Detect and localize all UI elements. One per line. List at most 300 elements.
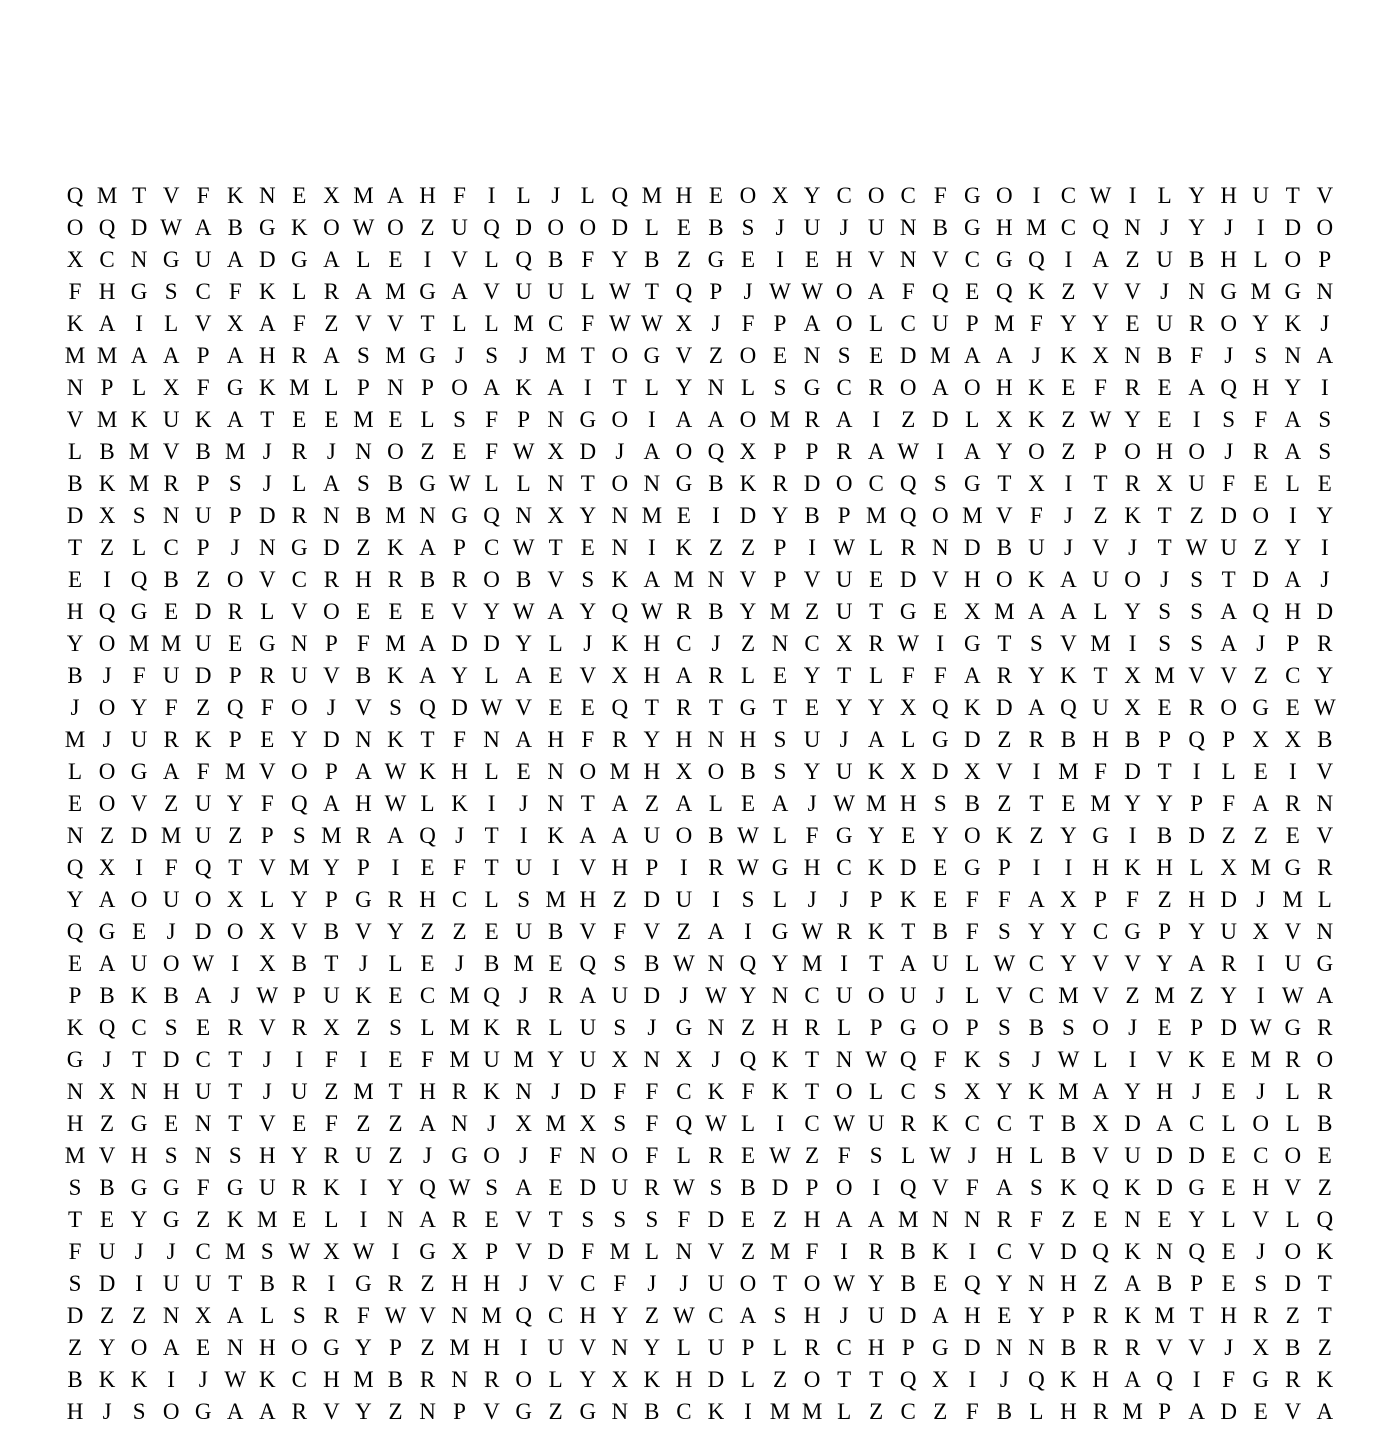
grid-letter[interactable]: Q xyxy=(1092,1239,1109,1264)
grid-letter[interactable]: D xyxy=(964,727,981,752)
grid-letter[interactable]: K xyxy=(258,279,276,304)
grid-letter[interactable]: A xyxy=(867,439,885,464)
grid-letter[interactable]: Z xyxy=(1285,1303,1300,1328)
grid-letter[interactable]: W xyxy=(1313,695,1336,720)
grid-letter[interactable]: O xyxy=(130,887,148,912)
grid-letter[interactable]: R xyxy=(836,439,852,464)
grid-letter[interactable]: U xyxy=(130,951,148,976)
grid-letter[interactable]: T xyxy=(869,951,884,976)
grid-letter[interactable]: M xyxy=(1058,983,1079,1008)
grid-letter[interactable]: S xyxy=(773,375,787,400)
grid-letter[interactable]: Q xyxy=(130,567,148,592)
grid-letter[interactable]: I xyxy=(1064,471,1073,496)
grid-letter[interactable]: Z xyxy=(196,1207,211,1232)
grid-letter[interactable]: J xyxy=(711,631,721,656)
grid-letter[interactable]: T xyxy=(869,599,884,624)
grid-letter[interactable]: N xyxy=(162,1303,180,1328)
grid-letter[interactable]: T xyxy=(228,855,243,880)
grid-letter[interactable]: H xyxy=(867,1335,885,1360)
grid-letter[interactable]: V xyxy=(162,183,180,208)
grid-letter[interactable]: U xyxy=(611,983,629,1008)
grid-letter[interactable]: M xyxy=(1122,1399,1143,1424)
grid-letter[interactable]: V xyxy=(579,855,597,880)
grid-letter[interactable]: O xyxy=(194,887,212,912)
grid-letter[interactable]: Q xyxy=(611,183,629,208)
grid-letter[interactable]: G xyxy=(707,247,725,272)
grid-letter[interactable]: K xyxy=(291,215,308,240)
grid-letter[interactable]: H xyxy=(66,1399,84,1424)
grid-letter[interactable]: A xyxy=(899,951,917,976)
grid-letter[interactable]: G xyxy=(419,343,436,368)
grid-letter[interactable]: T xyxy=(132,1047,147,1072)
grid-letter[interactable]: A xyxy=(355,279,372,304)
grid-letter[interactable]: G xyxy=(162,247,180,272)
grid-letter[interactable]: Z xyxy=(1253,823,1268,848)
grid-letter[interactable]: N xyxy=(194,1111,212,1136)
grid-letter[interactable]: O xyxy=(1252,1111,1270,1136)
grid-letter[interactable]: Z xyxy=(420,1335,435,1360)
grid-letter[interactable]: Y xyxy=(1028,919,1045,944)
grid-letter[interactable]: V xyxy=(931,1175,949,1200)
grid-letter[interactable]: T xyxy=(1093,663,1108,688)
grid-letter[interactable]: A xyxy=(162,759,180,784)
grid-letter[interactable]: K xyxy=(1124,1303,1141,1328)
grid-letter[interactable]: B xyxy=(996,535,1013,560)
grid-letter[interactable]: Z xyxy=(196,567,211,592)
grid-letter[interactable]: A xyxy=(323,791,340,816)
grid-letter[interactable]: S xyxy=(581,1207,595,1232)
grid-letter[interactable]: V xyxy=(66,407,84,432)
grid-letter[interactable]: J xyxy=(487,1111,497,1136)
grid-letter[interactable]: L xyxy=(644,215,659,240)
grid-letter[interactable]: A xyxy=(515,1175,532,1200)
grid-letter[interactable]: M xyxy=(1058,1079,1079,1104)
grid-letter[interactable]: Q xyxy=(611,695,629,720)
grid-letter[interactable]: L xyxy=(869,535,884,560)
grid-letter[interactable]: Z xyxy=(1029,823,1044,848)
grid-letter[interactable]: Y xyxy=(1188,919,1205,944)
grid-letter[interactable]: M xyxy=(160,823,182,848)
grid-letter[interactable]: F xyxy=(677,1207,691,1232)
grid-letter[interactable]: U xyxy=(867,1303,885,1328)
grid-letter[interactable]: S xyxy=(741,887,755,912)
grid-letter[interactable]: Y xyxy=(611,1303,629,1328)
grid-letter[interactable]: R xyxy=(1253,1303,1269,1328)
grid-letter[interactable]: Y xyxy=(451,663,468,688)
grid-letter[interactable]: B xyxy=(259,1271,275,1296)
grid-letter[interactable]: A xyxy=(1028,599,1045,624)
grid-letter[interactable]: X xyxy=(547,439,565,464)
grid-letter[interactable]: D xyxy=(1220,503,1237,528)
grid-letter[interactable]: I xyxy=(936,631,945,656)
grid-letter[interactable]: L xyxy=(484,247,499,272)
grid-letter[interactable]: Q xyxy=(707,439,725,464)
grid-letter[interactable]: J xyxy=(455,823,465,848)
grid-letter[interactable]: X xyxy=(1028,471,1045,496)
grid-letter[interactable]: F xyxy=(260,791,274,816)
grid-letter[interactable]: A xyxy=(1284,567,1302,592)
grid-letter[interactable]: H xyxy=(643,631,661,656)
grid-letter[interactable]: A xyxy=(547,599,565,624)
grid-letter[interactable]: C xyxy=(1028,951,1045,976)
grid-letter[interactable]: X xyxy=(515,1111,532,1136)
grid-letter[interactable]: K xyxy=(1316,1239,1334,1264)
grid-letter[interactable]: U xyxy=(515,919,532,944)
grid-letter[interactable]: O xyxy=(323,599,340,624)
grid-letter[interactable]: E xyxy=(1221,1271,1236,1296)
grid-letter[interactable]: L xyxy=(773,823,788,848)
grid-letter[interactable]: A xyxy=(98,311,116,336)
grid-letter[interactable]: T xyxy=(1317,1303,1332,1328)
grid-letter[interactable]: G xyxy=(675,1015,693,1040)
grid-letter[interactable]: B xyxy=(932,919,948,944)
grid-letter[interactable]: U xyxy=(194,791,212,816)
grid-letter[interactable]: V xyxy=(931,567,949,592)
grid-letter[interactable]: V xyxy=(1188,663,1205,688)
grid-letter[interactable]: W xyxy=(833,1271,855,1296)
grid-letter[interactable]: N xyxy=(1124,215,1141,240)
grid-letter[interactable]: J xyxy=(935,983,945,1008)
grid-letter[interactable]: F xyxy=(741,1079,755,1104)
grid-letter[interactable]: Z xyxy=(869,1399,884,1424)
grid-letter[interactable]: S xyxy=(1030,1175,1043,1200)
grid-letter[interactable]: D xyxy=(258,247,276,272)
grid-letter[interactable]: X xyxy=(964,1079,981,1104)
grid-letter[interactable]: U xyxy=(1156,311,1173,336)
grid-letter[interactable]: Y xyxy=(483,599,500,624)
grid-letter[interactable]: R xyxy=(612,727,628,752)
grid-letter[interactable]: Q xyxy=(66,855,84,880)
grid-letter[interactable]: U xyxy=(98,1239,116,1264)
grid-letter[interactable]: S xyxy=(292,1303,306,1328)
grid-letter[interactable]: W xyxy=(1057,1047,1080,1072)
grid-letter[interactable]: Z xyxy=(1317,1175,1332,1200)
grid-letter[interactable]: V xyxy=(579,1335,597,1360)
grid-letter[interactable]: J xyxy=(519,1143,529,1168)
grid-letter[interactable]: B xyxy=(387,471,404,496)
grid-letter[interactable]: G xyxy=(1188,1175,1205,1200)
grid-letter[interactable]: P xyxy=(869,1015,883,1040)
grid-letter[interactable]: L xyxy=(132,535,147,560)
grid-letter[interactable]: N xyxy=(611,1399,629,1424)
grid-letter[interactable]: B xyxy=(708,471,724,496)
grid-letter[interactable]: L xyxy=(516,471,531,496)
grid-letter[interactable]: L xyxy=(1285,1207,1300,1232)
grid-letter[interactable]: M xyxy=(449,1015,470,1040)
grid-letter[interactable]: Q xyxy=(98,599,116,624)
grid-letter[interactable]: F xyxy=(1254,407,1268,432)
grid-letter[interactable]: Z xyxy=(740,1239,756,1264)
grid-letter[interactable]: R xyxy=(1188,311,1205,336)
grid-letter[interactable]: O xyxy=(707,759,725,784)
grid-letter[interactable]: P xyxy=(1094,439,1107,464)
grid-letter[interactable]: F xyxy=(613,1079,627,1104)
grid-letter[interactable]: G xyxy=(451,503,468,528)
grid-letter[interactable]: V xyxy=(579,663,597,688)
grid-letter[interactable]: N xyxy=(771,631,789,656)
grid-letter[interactable]: F xyxy=(1030,311,1043,336)
grid-letter[interactable]: R xyxy=(900,535,916,560)
grid-letter[interactable]: V xyxy=(291,599,308,624)
grid-letter[interactable]: V xyxy=(98,1143,116,1168)
grid-letter[interactable]: K xyxy=(867,919,885,944)
grid-letter[interactable]: J xyxy=(551,183,561,208)
grid-letter[interactable]: L xyxy=(164,311,179,336)
grid-letter[interactable]: P xyxy=(1158,1399,1171,1424)
grid-letter[interactable]: E xyxy=(164,1111,179,1136)
grid-letter[interactable]: N xyxy=(419,503,436,528)
grid-letter[interactable]: K xyxy=(1188,1047,1205,1072)
grid-letter[interactable]: R xyxy=(676,695,692,720)
grid-letter[interactable]: R xyxy=(323,1303,340,1328)
grid-letter[interactable]: N xyxy=(643,471,661,496)
grid-letter[interactable]: J xyxy=(166,919,176,944)
grid-letter[interactable]: Q xyxy=(1028,247,1045,272)
grid-letter[interactable]: B xyxy=(1156,1271,1173,1296)
grid-letter[interactable]: Q xyxy=(1316,1207,1334,1232)
grid-letter[interactable]: H xyxy=(1156,855,1173,880)
grid-letter[interactable]: Z xyxy=(420,1271,435,1296)
grid-letter[interactable]: C xyxy=(483,535,500,560)
grid-letter[interactable]: O xyxy=(162,951,180,976)
grid-letter[interactable]: W xyxy=(384,791,407,816)
grid-letter[interactable]: C xyxy=(1060,215,1077,240)
grid-letter[interactable]: I xyxy=(1256,215,1265,240)
grid-letter[interactable]: P xyxy=(228,663,242,688)
grid-letter[interactable]: P xyxy=(453,1399,466,1424)
grid-letter[interactable]: K xyxy=(130,407,148,432)
grid-letter[interactable]: G xyxy=(226,375,244,400)
grid-letter[interactable]: F xyxy=(196,183,210,208)
grid-letter[interactable]: U xyxy=(803,727,821,752)
grid-letter[interactable]: E xyxy=(580,535,595,560)
grid-letter[interactable]: R xyxy=(451,1207,468,1232)
grid-letter[interactable]: J xyxy=(230,535,240,560)
grid-letter[interactable]: T xyxy=(228,1047,243,1072)
grid-letter[interactable]: G xyxy=(996,247,1013,272)
grid-letter[interactable]: O xyxy=(1284,1239,1302,1264)
grid-letter[interactable]: M xyxy=(865,503,887,528)
grid-letter[interactable]: I xyxy=(744,1399,752,1424)
grid-letter[interactable]: K xyxy=(419,759,436,784)
grid-letter[interactable]: J xyxy=(1192,1079,1202,1104)
grid-letter[interactable]: R xyxy=(996,1207,1013,1232)
grid-letter[interactable]: N xyxy=(611,503,629,528)
grid-letter[interactable]: V xyxy=(483,279,500,304)
grid-letter[interactable]: F xyxy=(453,183,466,208)
grid-letter[interactable]: A xyxy=(130,343,148,368)
grid-letter[interactable]: G xyxy=(1252,695,1270,720)
grid-letter[interactable]: K xyxy=(1060,663,1077,688)
grid-letter[interactable]: U xyxy=(1220,919,1237,944)
grid-letter[interactable]: S xyxy=(357,343,370,368)
grid-letter[interactable]: D xyxy=(1188,823,1205,848)
grid-letter[interactable]: T xyxy=(1157,535,1172,560)
grid-letter[interactable]: V xyxy=(1284,919,1302,944)
grid-letter[interactable]: Y xyxy=(996,1271,1013,1296)
grid-letter[interactable]: H xyxy=(1092,727,1109,752)
grid-letter[interactable]: N xyxy=(547,471,565,496)
grid-letter[interactable]: S xyxy=(997,1047,1011,1072)
grid-letter[interactable]: B xyxy=(163,983,179,1008)
grid-letter[interactable]: W xyxy=(833,1111,855,1136)
grid-letter[interactable]: K xyxy=(387,727,404,752)
grid-letter[interactable]: N xyxy=(996,1335,1013,1360)
grid-letter[interactable]: I xyxy=(359,1047,368,1072)
grid-letter[interactable]: E xyxy=(420,599,435,624)
grid-letter[interactable]: X xyxy=(162,375,180,400)
grid-letter[interactable]: P xyxy=(357,375,370,400)
grid-letter[interactable]: R xyxy=(387,1271,404,1296)
grid-letter[interactable]: I xyxy=(1128,631,1137,656)
grid-letter[interactable]: I xyxy=(1128,1047,1137,1072)
grid-letter[interactable]: M xyxy=(385,503,406,528)
grid-letter[interactable]: B xyxy=(387,1367,404,1392)
grid-letter[interactable]: P xyxy=(1318,247,1332,272)
grid-letter[interactable]: Z xyxy=(1093,503,1108,528)
grid-letter[interactable]: S xyxy=(613,1207,627,1232)
grid-letter[interactable]: I xyxy=(1192,1367,1201,1392)
grid-letter[interactable]: L xyxy=(292,279,307,304)
grid-letter[interactable]: J xyxy=(1128,535,1138,560)
grid-letter[interactable]: A xyxy=(98,951,116,976)
grid-letter[interactable]: W xyxy=(865,1047,888,1072)
grid-letter[interactable]: K xyxy=(1124,1239,1141,1264)
grid-letter[interactable]: C xyxy=(900,183,916,208)
grid-letter[interactable]: J xyxy=(519,983,529,1008)
grid-letter[interactable]: K xyxy=(771,1079,789,1104)
grid-letter[interactable]: D xyxy=(964,535,981,560)
grid-letter[interactable]: Y xyxy=(611,247,629,272)
grid-letter[interactable]: Y xyxy=(739,983,757,1008)
grid-letter[interactable]: B xyxy=(1124,727,1141,752)
grid-letter[interactable]: Y xyxy=(291,1143,308,1168)
grid-letter[interactable]: S xyxy=(485,1175,498,1200)
grid-letter[interactable]: S xyxy=(613,1111,627,1136)
grid-letter[interactable]: B xyxy=(67,1367,83,1392)
grid-letter[interactable]: E xyxy=(1317,471,1332,496)
grid-letter[interactable]: O xyxy=(835,311,853,336)
grid-letter[interactable]: A xyxy=(675,663,693,688)
grid-letter[interactable]: R xyxy=(868,375,884,400)
grid-letter[interactable]: R xyxy=(451,567,468,592)
grid-letter[interactable]: S xyxy=(613,951,627,976)
grid-letter[interactable]: F xyxy=(453,855,466,880)
grid-letter[interactable]: T xyxy=(997,631,1012,656)
grid-letter[interactable]: F xyxy=(324,1047,338,1072)
grid-letter[interactable]: O xyxy=(98,759,116,784)
grid-letter[interactable]: X xyxy=(258,951,276,976)
grid-letter[interactable]: R xyxy=(419,1367,436,1392)
grid-letter[interactable]: X xyxy=(451,1239,468,1264)
grid-letter[interactable]: X xyxy=(1252,919,1270,944)
grid-letter[interactable]: J xyxy=(1224,439,1234,464)
grid-letter[interactable]: T xyxy=(548,535,563,560)
grid-letter[interactable]: F xyxy=(485,407,498,432)
grid-letter[interactable]: S xyxy=(645,1207,659,1232)
grid-letter[interactable]: I xyxy=(519,1335,528,1360)
grid-letter[interactable]: P xyxy=(773,535,787,560)
grid-letter[interactable]: Z xyxy=(805,599,820,624)
grid-letter[interactable]: F xyxy=(485,439,498,464)
grid-letter[interactable]: X xyxy=(611,1047,629,1072)
grid-letter[interactable]: U xyxy=(355,1143,372,1168)
grid-letter[interactable]: I xyxy=(1128,823,1137,848)
grid-letter[interactable]: K xyxy=(1060,343,1077,368)
grid-letter[interactable]: K xyxy=(1316,1367,1334,1392)
grid-letter[interactable]: F xyxy=(1222,1367,1236,1392)
grid-letter[interactable]: G xyxy=(515,1399,532,1424)
grid-letter[interactable]: I xyxy=(359,1207,368,1232)
grid-letter[interactable]: C xyxy=(195,1239,211,1264)
grid-letter[interactable]: M xyxy=(801,951,823,976)
grid-letter[interactable]: O xyxy=(226,919,244,944)
grid-letter[interactable]: A xyxy=(162,343,180,368)
grid-letter[interactable]: V xyxy=(1060,631,1077,656)
grid-letter[interactable]: R xyxy=(772,471,788,496)
grid-letter[interactable]: N xyxy=(451,1367,468,1392)
grid-letter[interactable]: E xyxy=(67,567,83,592)
grid-letter[interactable]: O xyxy=(130,1335,148,1360)
grid-letter[interactable]: G xyxy=(451,1143,468,1168)
grid-letter[interactable]: O xyxy=(1284,1143,1302,1168)
grid-letter[interactable]: I xyxy=(1320,535,1329,560)
grid-letter[interactable]: O xyxy=(739,343,757,368)
grid-letter[interactable]: D xyxy=(996,695,1013,720)
grid-letter[interactable]: F xyxy=(805,1239,819,1264)
grid-letter[interactable]: V xyxy=(1092,1143,1109,1168)
grid-letter[interactable]: O xyxy=(675,439,693,464)
grid-letter[interactable]: G xyxy=(130,279,148,304)
grid-letter[interactable]: J xyxy=(455,951,465,976)
grid-letter[interactable]: J xyxy=(999,1367,1009,1392)
grid-letter[interactable]: L xyxy=(740,1111,756,1136)
grid-letter[interactable]: C xyxy=(708,1303,724,1328)
grid-letter[interactable]: N xyxy=(226,1335,244,1360)
grid-letter[interactable]: W xyxy=(224,1367,247,1392)
grid-letter[interactable]: Q xyxy=(194,855,212,880)
grid-letter[interactable]: K xyxy=(194,727,212,752)
grid-letter[interactable]: X xyxy=(1252,727,1270,752)
grid-letter[interactable]: G xyxy=(1252,1367,1270,1392)
grid-letter[interactable]: S xyxy=(933,791,947,816)
grid-letter[interactable]: E xyxy=(1285,695,1300,720)
grid-letter[interactable]: O xyxy=(1188,439,1205,464)
grid-letter[interactable]: C xyxy=(1253,1143,1269,1168)
grid-letter[interactable]: I xyxy=(1192,407,1201,432)
grid-letter[interactable]: Q xyxy=(899,503,917,528)
grid-letter[interactable]: S xyxy=(1030,631,1043,656)
grid-letter[interactable]: F xyxy=(1030,503,1043,528)
grid-letter[interactable]: M xyxy=(1154,663,1175,688)
grid-letter[interactable]: N xyxy=(771,983,789,1008)
grid-letter[interactable]: Q xyxy=(1220,375,1237,400)
grid-letter[interactable]: U xyxy=(194,1079,212,1104)
grid-letter[interactable]: N xyxy=(547,759,565,784)
grid-letter[interactable]: Z xyxy=(1125,247,1140,272)
grid-letter[interactable]: H xyxy=(66,599,84,624)
grid-letter[interactable]: M xyxy=(1250,279,1271,304)
grid-letter[interactable]: M xyxy=(673,567,695,592)
grid-letter[interactable]: U xyxy=(291,1079,308,1104)
grid-letter[interactable]: C xyxy=(548,311,564,336)
grid-letter[interactable]: J xyxy=(134,1239,144,1264)
grid-letter[interactable]: J xyxy=(1256,887,1266,912)
grid-letter[interactable]: Y xyxy=(771,951,789,976)
grid-letter[interactable]: M xyxy=(962,503,983,528)
grid-letter[interactable]: T xyxy=(869,1367,884,1392)
grid-letter[interactable]: Y xyxy=(1220,983,1237,1008)
